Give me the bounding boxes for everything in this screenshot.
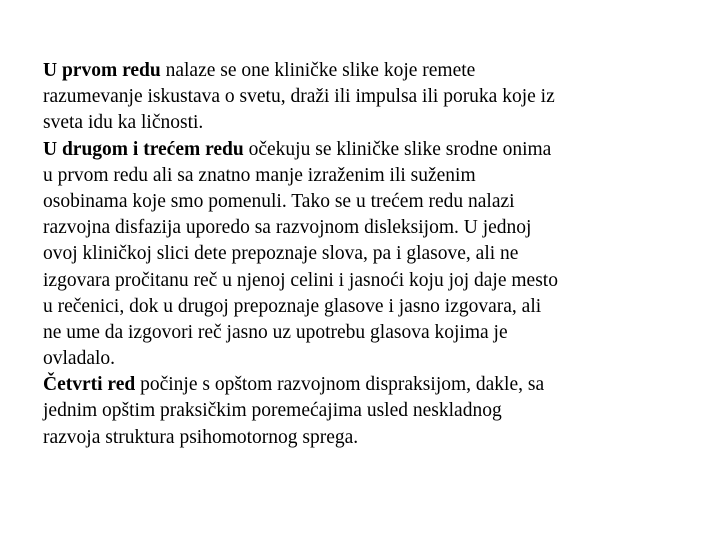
text-line: razvojna disfazija uporedo sa razvojnom disleksijom. U jednoj xyxy=(43,217,532,239)
text-line: osobinama koje smo pomenuli. Tako se u trećem redu nalazi xyxy=(43,190,515,212)
text-line: ovoj kliničkoj slici dete prepoznaje slova, pa i glasove, ali ne xyxy=(43,243,519,265)
heading-first-row: U prvom redu xyxy=(43,60,161,81)
text-line: sveta idu ka ličnosti. xyxy=(43,112,204,134)
text-line xyxy=(43,137,693,163)
text-line: jednim opštim praksičkim poremećajima usled neskladnog xyxy=(43,400,502,422)
text-line: razumevanje iskustava o svetu, draži ili impulsa ili poruka koje iz xyxy=(43,86,555,108)
heading-second-third-row: U drugom i trećem redu xyxy=(43,138,244,160)
text-line: u prvom redu ali sa znatno manje izraženim ili suženim xyxy=(43,164,476,186)
text-block xyxy=(43,58,693,451)
text-line: ovladalo. xyxy=(43,348,116,370)
text-line: ne ume da izgovori reč jasno uz upotrebu glasova kojima je xyxy=(43,321,508,343)
line-text: počinje s opštom razvojnom dispraksijom, dakle, sa xyxy=(135,374,545,396)
line-text: očekuju se kliničke slike srodne onima xyxy=(243,138,552,160)
text-line xyxy=(43,58,693,84)
text-line: izgovara pročitanu reč u njenoj celini i jasnoći koju joj daje mesto xyxy=(43,269,558,291)
heading-fourth-row: Četvrti red xyxy=(43,374,136,396)
line-text: nalaze se one kliničke slike koje remete xyxy=(160,60,476,81)
text-line: razvoja struktura psihomotornog sprega. xyxy=(43,426,359,448)
text-line xyxy=(43,372,693,398)
text-line: u rečenici, dok u drugoj prepoznaje glasove i jasno izgovara, ali xyxy=(43,295,542,317)
